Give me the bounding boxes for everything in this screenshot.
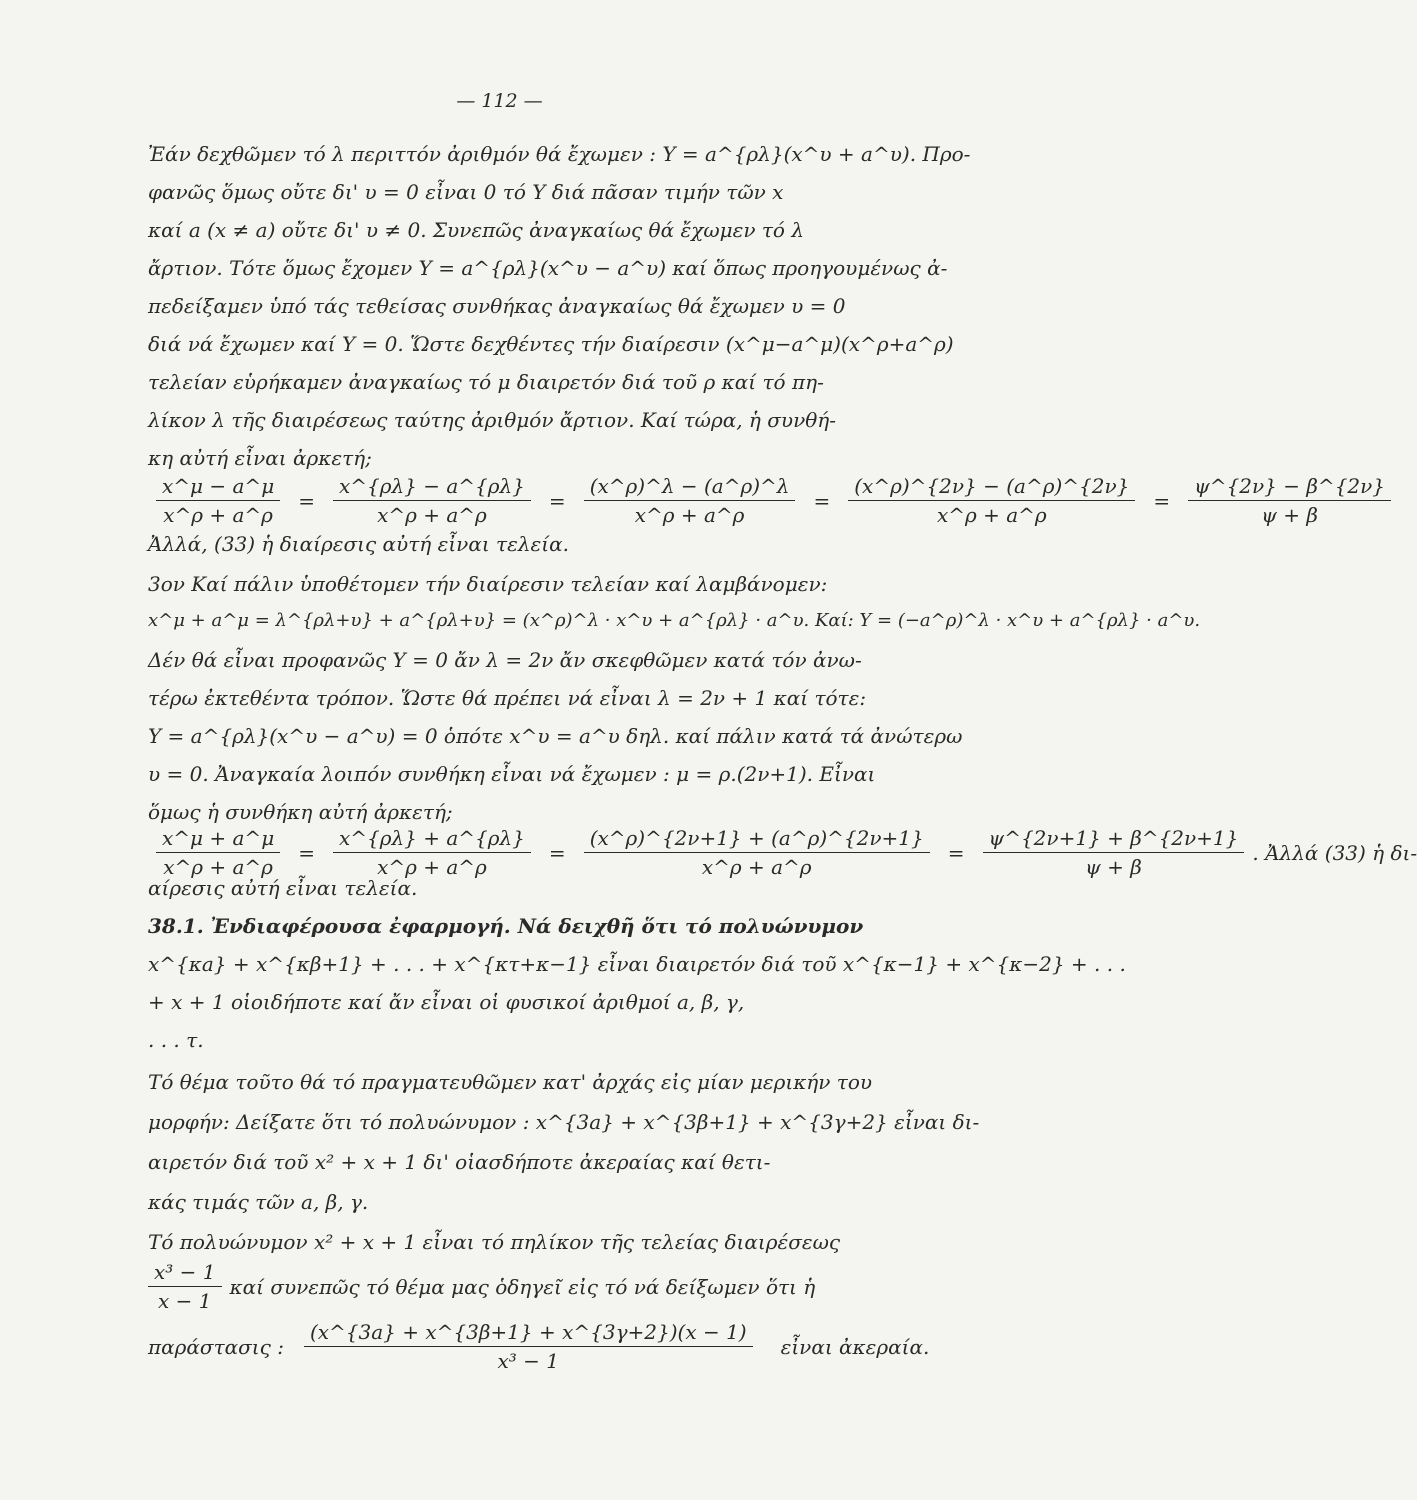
text-line: x^μ + a^μ = λ^{ρλ+υ} + a^{ρλ+υ} = (x^ρ)^λ · x^υ + a^{ρλ} · a^υ. Καί: Y = (−a^ρ)^λ · x^υ + a^{ρλ} · a^υ. [148, 610, 1201, 631]
text-line: υ = 0. Ἀναγκαία λοιπόν συνθήκη εἶναι νά ἔχωμεν : μ = ρ.(2ν+1). Εἶναι [148, 762, 876, 786]
text-line: διά νά ἔχωμεν καί Y = 0. Ὥστε δεχθέντες τήν διαίρεσιν (x^μ−a^μ)(x^ρ+a^ρ) [148, 332, 954, 356]
label: παράστασις : [148, 1334, 284, 1359]
equals-sign: = [813, 488, 831, 513]
numerator: (x^ρ)^{2ν} − (a^ρ)^{2ν} [848, 474, 1135, 501]
fraction [156, 826, 280, 879]
fraction [983, 826, 1245, 879]
page-number: — 112 — [456, 90, 543, 112]
denominator: x^ρ + a^ρ [377, 503, 487, 527]
equals-sign: = [548, 488, 566, 513]
denominator: ψ + β [1261, 503, 1318, 527]
text-line: . . . τ. [148, 1028, 204, 1052]
denominator: x^ρ + a^ρ [163, 503, 273, 527]
text-line: Δέν θά εἶναι προφανῶς Y = 0 ἄν λ = 2ν ἄν σκεφθῶμεν κατά τόν ἀνω- [148, 648, 862, 672]
text-line: ἄρτιον. Τότε ὅμως ἔχομεν Y = a^{ρλ}(x^υ − a^υ) καί ὅπως προηγουμένως ἀ- [148, 256, 948, 280]
fraction [148, 1260, 222, 1313]
numerator: (x^{3a} + x^{3β+1} + x^{3γ+2})(x − 1) [304, 1320, 753, 1347]
equals-sign: = [548, 840, 566, 865]
numerator: x^μ + a^μ [156, 826, 280, 853]
text-line: Τό θέμα τοῦτο θά τό πραγματευθῶμεν κατ' ἀρχάς εἰς μίαν μερικήν του [148, 1070, 873, 1094]
fraction [333, 474, 531, 527]
numerator: x^μ − a^μ [156, 474, 280, 501]
denominator: x^ρ + a^ρ [634, 503, 745, 527]
text-line: Ἀλλά, (33) ἡ διαίρεσις αὐτή εἶναι τελεία. [148, 532, 569, 556]
denominator: x − 1 [158, 1289, 212, 1313]
equals-sign: = [1153, 488, 1171, 513]
text-line: εἶναι ἀκεραία. [780, 1334, 930, 1359]
numerator: ψ^{2ν} − β^{2ν} [1188, 474, 1391, 501]
numerator: x^{ρλ} − a^{ρλ} [333, 474, 531, 501]
fraction [156, 474, 280, 527]
equation-4 [148, 1320, 963, 1373]
denominator: x³ − 1 [497, 1349, 560, 1373]
equation-3 [148, 1260, 963, 1313]
numerator: (x^ρ)^λ − (a^ρ)^λ [584, 474, 796, 501]
text-line: τέρω ἐκτεθέντα τρόπον. Ὥστε θά πρέπει νά εἶναι λ = 2ν + 1 καί τότε: [148, 686, 867, 710]
text-line: μορφήν: Δείξατε ὅτι τό πολυώνυμον : x^{3a} + x^{3β+1} + x^{3γ+2} εἶναι δι- [148, 1110, 980, 1134]
text-line: Y = a^{ρλ}(x^υ − a^υ) = 0 ὁπότε x^υ = a^υ δηλ. καί πάλιν κατά τά ἀνώτερω [148, 724, 963, 748]
equals-sign: = [947, 840, 965, 865]
numerator: (x^ρ)^{2ν+1} + (a^ρ)^{2ν+1} [584, 826, 930, 853]
text-line: κη αὐτή εἶναι ἀρκετή; [148, 446, 372, 470]
text-line: Τό πολυώνυμον x² + x + 1 εἶναι τό πηλίκον τῆς τελείας διαιρέσεως [148, 1230, 841, 1254]
section-heading: 38.1. Ἐνδιαφέρουσα ἐφαρμογή. Νά δειχθῆ ὅτι τό πολυώνυμον [148, 914, 864, 938]
text-line: x^{κa} + x^{κβ+1} + . . . + x^{κτ+κ−1} εἶναι διαιρετόν διά τοῦ x^{κ−1} + x^{κ−2} + . . . [148, 952, 1126, 976]
text-line: καί a (x ≠ a) οὔτε δι' υ ≠ 0. Συνεπῶς ἀναγκαίως θά ἔχωμεν τό λ [148, 218, 805, 242]
numerator: x^{ρλ} + a^{ρλ} [333, 826, 531, 853]
numerator: x³ − 1 [148, 1260, 222, 1287]
text-line: πεδείξαμεν ὑπό τάς τεθείσας συνθήκας ἀναγκαίως θά ἔχωμεν υ = 0 [148, 294, 846, 318]
denominator: x^ρ + a^ρ [701, 855, 812, 879]
fraction [584, 826, 930, 879]
equals-sign: = [298, 840, 315, 865]
denominator: ψ + β [1085, 855, 1142, 879]
fraction [584, 474, 796, 527]
denominator: x^ρ + a^ρ [163, 855, 273, 879]
numerator: ψ^{2ν+1} + β^{2ν+1} [983, 826, 1245, 853]
denominator: x^ρ + a^ρ [936, 503, 1047, 527]
fraction [333, 826, 531, 879]
text-line: + x + 1 οἱοιδήποτε καί ἄν εἶναι οἱ φυσικοί ἀριθμοί a, β, γ, [148, 990, 745, 1014]
denominator: x^ρ + a^ρ [377, 855, 487, 879]
text-line: λίκον λ τῆς διαιρέσεως ταύτης ἀριθμόν ἄρτιον. Καί τώρα, ἡ συνθή- [148, 408, 837, 432]
fraction [1188, 474, 1391, 527]
text-line: αίρεσις αὐτή εἶναι τελεία. [148, 876, 418, 900]
text-line: κάς τιμάς τῶν a, β, γ. [148, 1190, 369, 1214]
fraction [304, 1320, 753, 1373]
text-line: φανῶς ὅμως οὔτε δι' υ = 0 εἶναι 0 τό Y διά πᾶσαν τιμήν τῶν x [148, 180, 784, 204]
fraction [848, 474, 1135, 527]
equation-tail: . Ἀλλά (33) ἡ δι- [1252, 840, 1417, 865]
equals-sign: = [298, 488, 315, 513]
text-line: τελείαν εὑρήκαμεν ἀναγκαίως τό μ διαιρετόν διά τοῦ ρ καί τό πη- [148, 370, 824, 394]
text-line: καί συνεπῶς τό θέμα μας ὁδηγεῖ εἰς τό νά δείξωμεν ὅτι ἡ [229, 1274, 816, 1299]
text-line: αιρετόν διά τοῦ x² + x + 1 δι' οἱασδήποτε ἀκεραίας καί θετι- [148, 1150, 771, 1174]
text-line: 3ον Καί πάλιν ὑποθέτομεν τήν διαίρεσιν τελείαν καί λαμβάνομεν: [148, 572, 828, 596]
text-line: ὅμως ἡ συνθήκη αὐτή ἀρκετή; [148, 800, 453, 824]
text-line: Ἐάν δεχθῶμεν τό λ περιττόν ἀριθμόν θά ἔχωμεν : Y = a^{ρλ}(x^υ + a^υ). Προ- [148, 142, 971, 166]
